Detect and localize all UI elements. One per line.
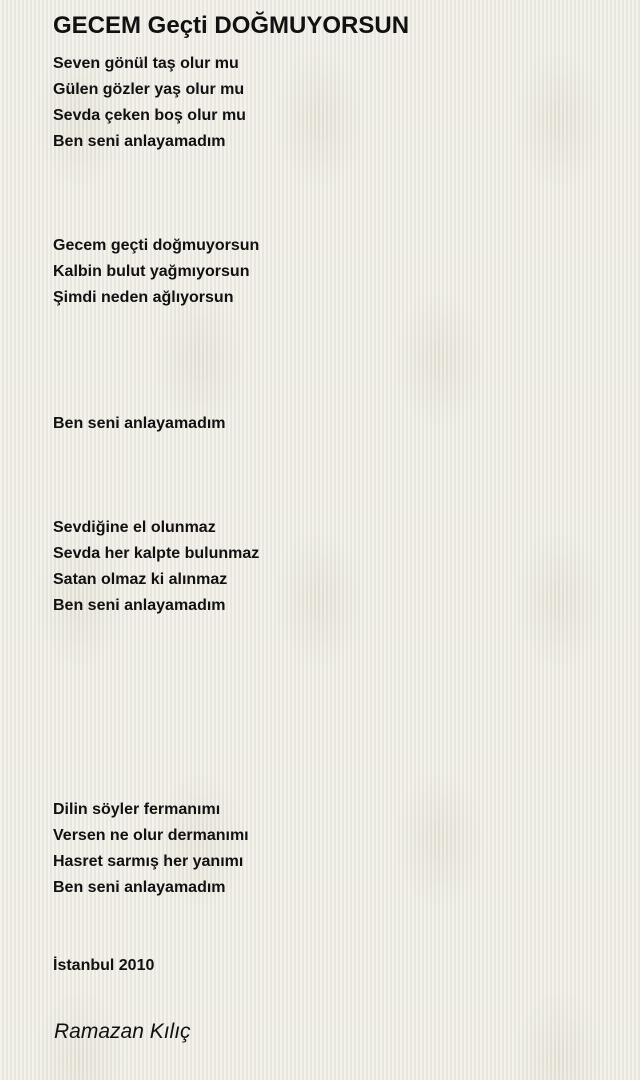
poem-line: Kalbin bulut yağmıyorsun [53, 263, 250, 280]
poem-line: Seven gönül taş olur mu [53, 55, 239, 72]
poem-line: Gecem geçti doğmuyorsun [53, 237, 260, 254]
poem-line: Şimdi neden ağlıyorsun [53, 289, 234, 306]
poem-line: Versen ne olur dermanımı [53, 827, 249, 844]
poem-line: Ben seni anlayamadım [53, 879, 226, 896]
poem-line: Hasret sarmış her yanımı [53, 853, 244, 870]
poem-line: Ben seni anlayamadım [53, 133, 226, 150]
poem-line: Sevda çeken boş olur mu [53, 107, 246, 124]
poem-title: GECEM Geçti DOĞMUYORSUN [53, 12, 410, 39]
poem-line: Gülen gözler yaş olur mu [53, 81, 245, 98]
poem-line: Ben seni anlayamadım [53, 415, 226, 432]
poem-line: Sevdiğine el olunmaz [53, 519, 216, 536]
poem-line: Dilin söyler fermanımı [53, 801, 221, 818]
author-signature: Ramazan Kılıç [54, 1020, 191, 1043]
poem-line: Satan olmaz ki alınmaz [53, 571, 228, 588]
poem-line: Sevda her kalpte bulunmaz [53, 545, 260, 562]
poem-line: Ben seni anlayamadım [53, 597, 226, 614]
place-date: İstanbul 2010 [53, 957, 155, 974]
